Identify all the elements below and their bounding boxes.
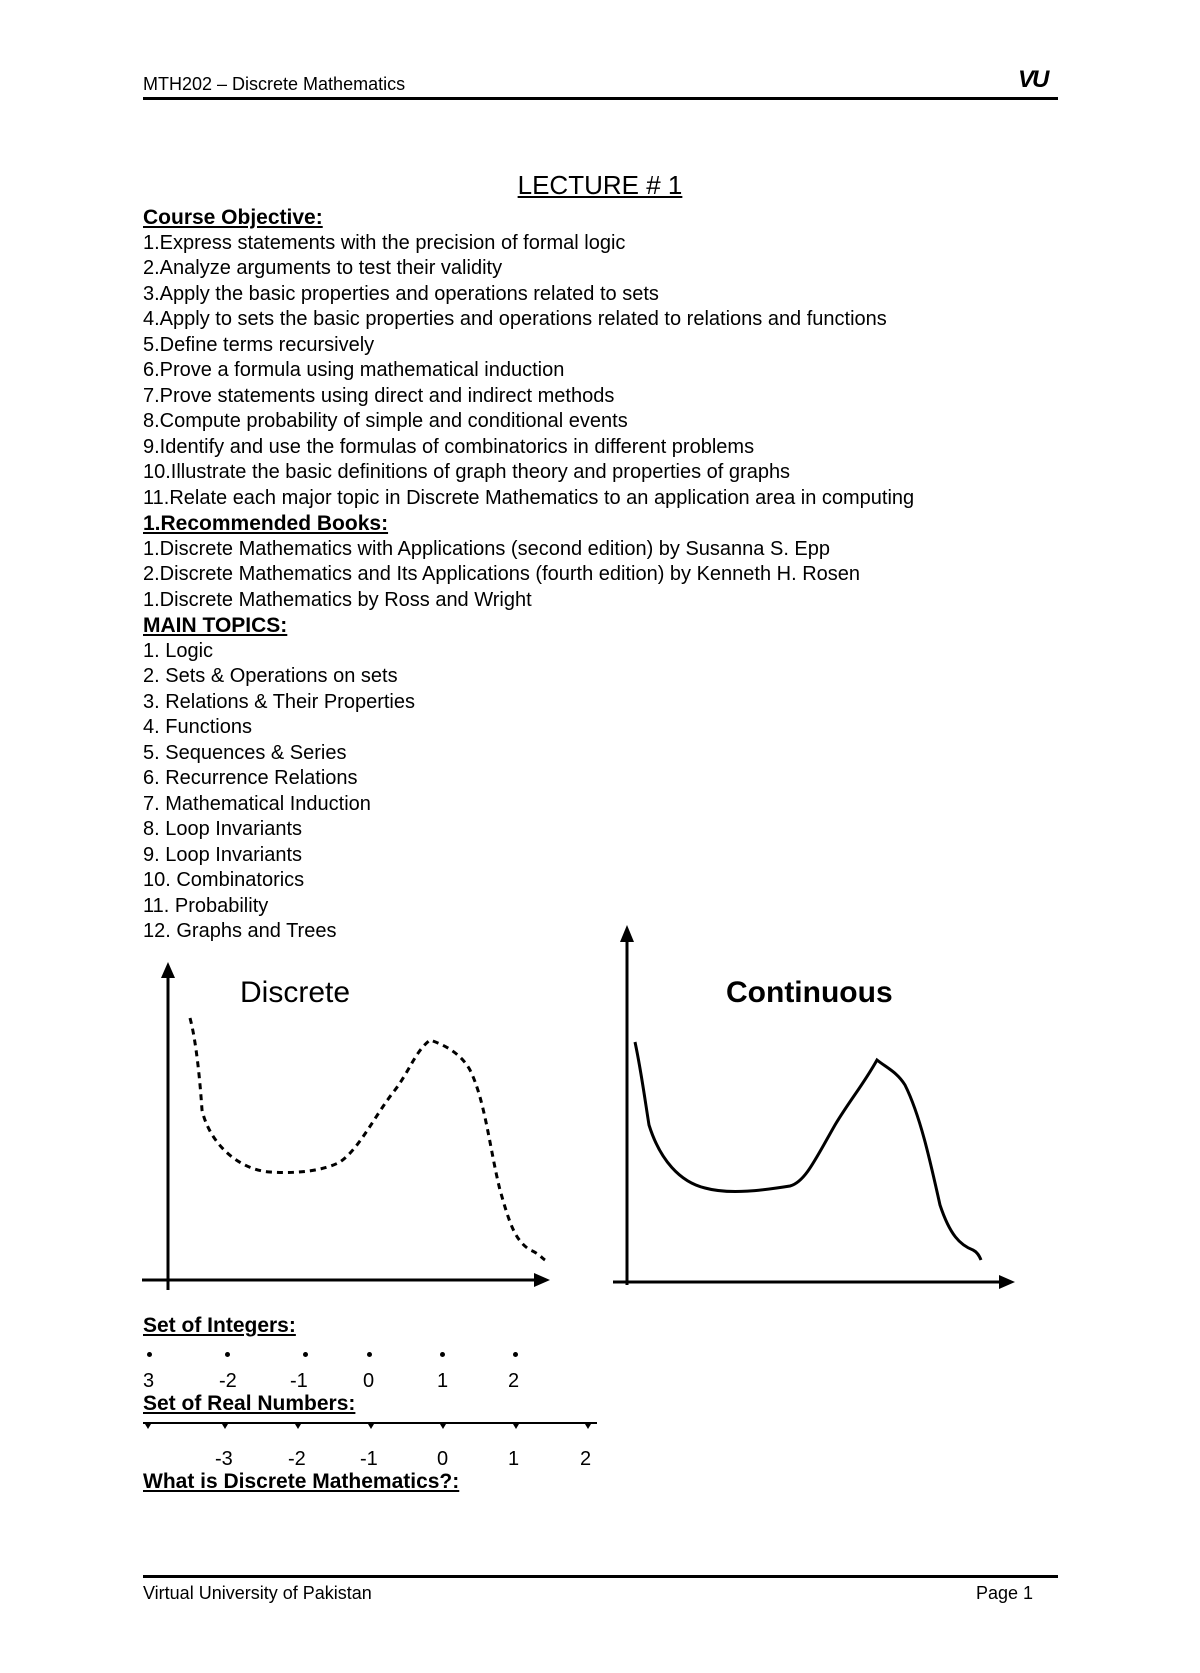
- topic-item: 1. Logic: [143, 639, 214, 662]
- topics-list: [143, 639, 1063, 945]
- objective-list: [143, 231, 1063, 512]
- objective-item: 11.Relate each major topic in Discrete Mathematics to an application area in computing: [143, 486, 915, 509]
- topic-item: 5. Sequences & Series: [143, 741, 347, 764]
- integer-label: -2: [219, 1370, 237, 1392]
- topic-item: 7. Mathematical Induction: [143, 792, 371, 815]
- integers-heading: Set of Integers:: [143, 1314, 296, 1337]
- discrete-y-arrow: [161, 962, 175, 978]
- real-label: -1: [360, 1448, 378, 1470]
- discrete-label: Discrete: [240, 976, 351, 1009]
- integer-point: [513, 1352, 518, 1357]
- continuous-label: Continuous: [726, 976, 893, 1009]
- books-list: [143, 537, 1063, 614]
- objective-item: 3.Apply the basic properties and operations related to sets: [143, 282, 659, 305]
- integer-point: [440, 1352, 445, 1357]
- real-label: 2: [580, 1448, 592, 1470]
- real-label: -3: [215, 1448, 233, 1470]
- course-objective-heading: Course Objective:: [143, 206, 323, 229]
- recommended-books-heading: 1.Recommended Books:: [143, 512, 389, 535]
- integer-label: 3: [143, 1370, 155, 1392]
- topic-item: 4. Functions: [143, 716, 252, 738]
- topic-item: 2. Sets & Operations on sets: [143, 665, 398, 687]
- objective-item: 6.Prove a formula using mathematical induction: [143, 359, 565, 381]
- topic-item: 9. Loop Invariants: [143, 843, 302, 866]
- integer-point: [147, 1352, 152, 1357]
- continuous-y-arrow: [620, 925, 634, 942]
- discrete-dashed-curve: [190, 1018, 545, 1260]
- topic-item: 12. Graphs and Trees: [143, 920, 337, 942]
- integer-label: 0: [363, 1370, 375, 1392]
- integer-label: 1: [437, 1370, 449, 1392]
- integer-point: [303, 1352, 308, 1357]
- integer-point: [367, 1352, 372, 1357]
- book-item: 1.Discrete Mathematics with Applications (second edition) by Susanna S. Epp: [143, 537, 831, 560]
- discrete-figure: [130, 960, 560, 1300]
- objective-item: 10.Illustrate the basic definitions of graph theory and properties of graphs: [143, 461, 791, 483]
- real-tick: [222, 1424, 228, 1429]
- lecture-content: [143, 205, 1063, 945]
- vu-logo: VU: [1018, 66, 1048, 93]
- real-label: -2: [288, 1448, 306, 1470]
- reals-heading: Set of Real Numbers:: [143, 1392, 356, 1415]
- continuous-solid-curve: [635, 1042, 981, 1260]
- topic-item: 11. Probability: [143, 894, 269, 917]
- objective-item: 4.Apply to sets the basic properties and operations related to relations and functions: [143, 308, 887, 330]
- integer-label: 2: [508, 1370, 520, 1392]
- real-tick: [513, 1424, 519, 1429]
- integer-label: -1: [290, 1370, 308, 1392]
- book-item: 2.Discrete Mathematics and Its Applications (fourth edition) by Kenneth H. Rosen: [143, 563, 861, 585]
- continuous-x-arrow: [999, 1275, 1015, 1289]
- topic-item: 8. Loop Invariants: [143, 818, 302, 840]
- real-tick: [295, 1424, 301, 1429]
- header-course-title: MTH202 – Discrete Mathematics: [143, 74, 406, 94]
- header-rule: [143, 97, 1058, 100]
- objective-item: 8.Compute probability of simple and conditional events: [143, 410, 628, 432]
- objective-item: 9.Identify and use the formulas of combinatorics in different problems: [143, 435, 755, 458]
- objective-item: 2.Analyze arguments to test their validity: [143, 257, 503, 279]
- topic-item: 3. Relations & Their Properties: [143, 690, 415, 713]
- real-label: 1: [508, 1448, 520, 1470]
- topic-item: 6. Recurrence Relations: [143, 767, 358, 789]
- main-topics-heading: MAIN TOPICS:: [143, 614, 288, 637]
- real-label: 0: [437, 1448, 449, 1470]
- real-tick: [368, 1424, 374, 1429]
- objective-item: 1.Express statements with the precision of formal logic: [143, 231, 626, 254]
- footer-university: Virtual University of Pakistan: [143, 1583, 372, 1603]
- real-tick: [440, 1424, 446, 1429]
- footer-page-number: Page 1: [976, 1583, 1034, 1603]
- discrete-x-arrow: [534, 1273, 550, 1287]
- real-tick: [585, 1424, 591, 1429]
- lecture-title: LECTURE # 1: [517, 170, 683, 200]
- objective-item: 7.Prove statements using direct and indirect methods: [143, 384, 615, 407]
- book-item: 1.Discrete Mathematics by Ross and Wright: [143, 588, 532, 611]
- integer-point: [225, 1352, 230, 1357]
- topic-item: 10. Combinatorics: [143, 869, 305, 891]
- real-tick: [145, 1424, 151, 1429]
- objective-item: 5.Define terms recursively: [143, 333, 375, 356]
- what-is-heading: What is Discrete Mathematics?:: [143, 1470, 460, 1493]
- footer-rule: [143, 1575, 1058, 1578]
